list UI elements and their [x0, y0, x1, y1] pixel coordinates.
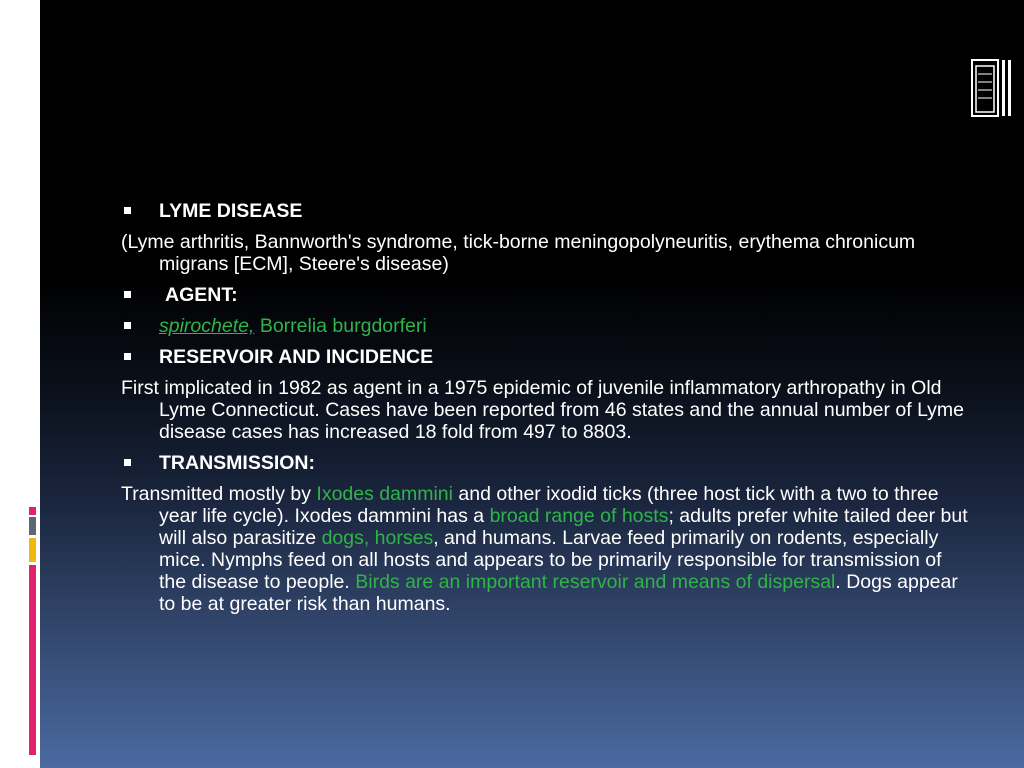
accent-bar-yellow [29, 538, 36, 562]
transmission-text-2: and other ixodid ticks (three host tick with a two to three year life cycle). Ixodes dammini has a [159, 483, 939, 527]
heading-reservoir: RESERVOIR AND INCIDENCE [159, 346, 434, 368]
ixodes-dammini-text: Ixodes dammini [316, 483, 453, 505]
spirochete-link[interactable]: spirochete, [159, 315, 255, 337]
heading-transmission: TRANSMISSION: [159, 452, 315, 474]
document-pages-icon [971, 58, 1013, 118]
transmission-text-3: ; adults prefer white tailed deer but will also parasitize [159, 505, 968, 549]
slide-content [121, 200, 971, 624]
square-bullet-icon [124, 291, 131, 298]
dogs-horses-text: dogs, horses [321, 527, 434, 549]
heading-lyme-disease: LYME DISEASE [159, 200, 303, 222]
agent-name: Borrelia burgdorferi [259, 315, 427, 337]
accent-bar-red-long [29, 565, 36, 755]
synonyms-paragraph: (Lyme arthritis, Bannworth's syndrome, tick-borne meningopolyneuritis, erythema chronicum migrans [ECM], Steere's disease) [121, 231, 916, 275]
transmission-paragraph [121, 483, 971, 615]
accent-bar-gray [29, 517, 36, 535]
transmission-text-5: . Dogs appear to be at greater risk than humans. [159, 571, 958, 615]
broad-range-text: broad range of hosts [489, 505, 669, 527]
bullet-agent [121, 284, 971, 306]
transmission-text-1: Transmitted mostly by [121, 483, 317, 505]
square-bullet-icon [124, 459, 131, 466]
transmission-text-4: , and humans. Larvae feed primarily on rodents, especially mice. Nymphs feed on all hosts and appears to be primarily responsible for transmission of the disease to people. [159, 527, 942, 593]
heading-agent: AGENT: [165, 284, 238, 306]
birds-reservoir-text: Birds are an important reservoir and means of dispersal [355, 571, 836, 593]
bullet-transmission [121, 452, 971, 474]
bullet-lyme-disease [121, 200, 971, 222]
square-bullet-icon [124, 207, 131, 214]
bullet-agent-name [121, 315, 971, 337]
bullet-reservoir [121, 346, 971, 368]
square-bullet-icon [124, 353, 131, 360]
reservoir-paragraph: First implicated in 1982 as agent in a 1975 epidemic of juvenile inflammatory arthropathy in Old Lyme Connecticut. Cases have been reported from 46 states and the annual number of Lyme disease cases has increased 18 fold from 497 to 8803. [121, 377, 965, 443]
accent-bar-red-top [29, 507, 36, 515]
square-bullet-icon [124, 322, 131, 329]
